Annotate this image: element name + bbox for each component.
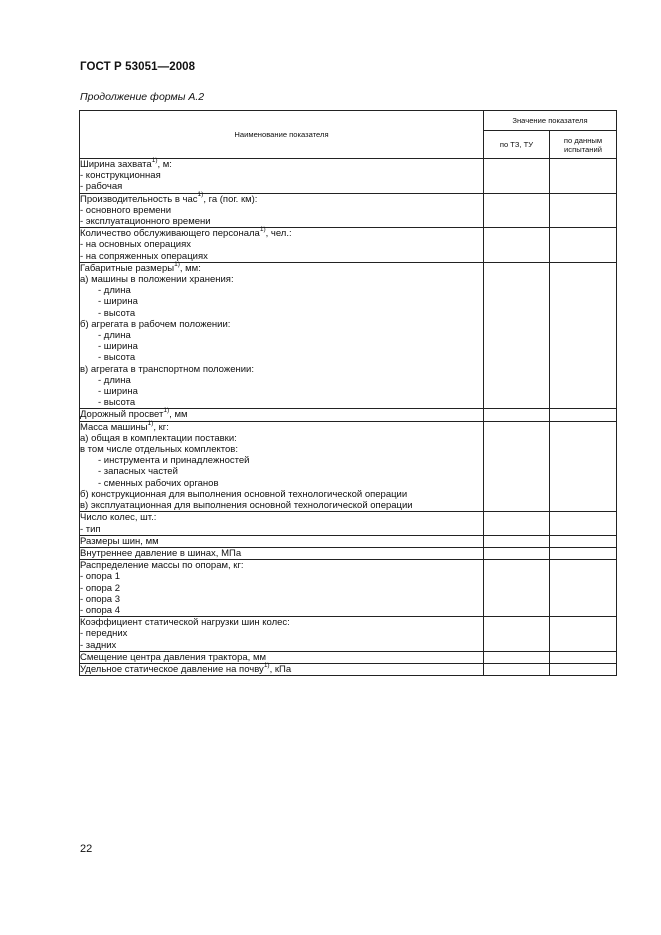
- indicator-text: Распределение массы по опорам, кг:: [80, 560, 244, 572]
- indicator-line: [80, 274, 483, 285]
- indicator-name-cell: [80, 512, 484, 535]
- footnote-marker: 1): [147, 419, 154, 427]
- indicator-text: - длина: [98, 285, 131, 297]
- indicator-line: [80, 583, 483, 594]
- indicator-form-table: [79, 110, 617, 676]
- indicator-line: [80, 239, 483, 250]
- table-row: [80, 663, 617, 675]
- indicator-line: [80, 652, 483, 663]
- indicator-name-cell: [80, 535, 484, 547]
- value-cell-spec[interactable]: [484, 228, 550, 263]
- indicator-text: Удельное статическое давление на почву: [80, 663, 264, 675]
- page-number: 22: [80, 843, 93, 855]
- indicator-text: Размеры шин, мм: [80, 535, 159, 547]
- value-cell-test[interactable]: [550, 663, 617, 675]
- indicator-name-cell: [80, 421, 484, 512]
- indicator-text: Коэффициент статической нагрузки шин колес:: [80, 617, 290, 629]
- indicator-line: [80, 640, 483, 651]
- value-cell-test[interactable]: [550, 421, 617, 512]
- indicator-text: б) конструкционная для выполнения основной технологической операции: [80, 488, 408, 500]
- value-cell-test[interactable]: [550, 535, 617, 547]
- indicator-text: - тип: [80, 523, 101, 535]
- indicator-text: - опора 4: [80, 604, 121, 616]
- value-cell-test[interactable]: [550, 512, 617, 535]
- indicator-line: [80, 352, 483, 363]
- indicator-line: [80, 661, 483, 675]
- value-cell-spec[interactable]: [484, 159, 550, 194]
- table-row: [80, 159, 617, 194]
- indicator-name-cell: [80, 651, 484, 663]
- table-row: [80, 421, 617, 512]
- indicator-line: [80, 605, 483, 616]
- indicator-text: - на сопряженных операциях: [80, 250, 208, 262]
- indicator-line: [80, 341, 483, 352]
- indicator-text: - высота: [98, 307, 136, 319]
- indicator-line: [80, 285, 483, 296]
- value-cell-test[interactable]: [550, 617, 617, 652]
- indicator-text: - задних: [80, 639, 117, 651]
- footnote-marker: 1): [263, 661, 270, 669]
- indicator-text: а) машины в положении хранения:: [80, 274, 234, 286]
- value-cell-test[interactable]: [550, 228, 617, 263]
- indicator-line: [80, 524, 483, 535]
- document-standard-code: ГОСТ Р 53051—2008: [80, 61, 196, 73]
- indicator-name-cell: [80, 547, 484, 559]
- indicator-text: - эксплуатационного времени: [80, 216, 211, 228]
- value-cell-test[interactable]: [550, 193, 617, 228]
- indicator-text: - длина: [98, 374, 131, 386]
- indicator-line: [80, 319, 483, 330]
- value-cell-test[interactable]: [550, 262, 617, 409]
- indicator-text: - опора 1: [80, 571, 121, 583]
- indicator-text: - запасных частей: [98, 466, 178, 478]
- table-row: [80, 193, 617, 228]
- table-row: [80, 617, 617, 652]
- indicator-text: Дорожный просвет: [80, 409, 164, 421]
- indicator-line: [80, 617, 483, 628]
- column-header-spec: по ТЗ, ТУ: [484, 131, 550, 159]
- indicator-text: Габаритные размеры: [80, 262, 175, 274]
- indicator-text: - основного времени: [80, 204, 172, 216]
- indicator-line: [80, 489, 483, 500]
- indicator-line: [80, 478, 483, 489]
- indicator-text: в) агрегата в транспортном положении:: [80, 363, 255, 375]
- table-row: [80, 228, 617, 263]
- indicator-line: [80, 500, 483, 511]
- value-cell-spec[interactable]: [484, 560, 550, 617]
- footnote-marker: 1): [174, 260, 180, 268]
- indicator-unit-text: , кг:: [153, 421, 169, 433]
- indicator-line: [80, 330, 483, 341]
- indicator-text: - ширина: [98, 386, 138, 398]
- indicator-unit-text: , га (пог. км):: [203, 193, 258, 205]
- value-cell-spec[interactable]: [484, 421, 550, 512]
- indicator-line: [80, 216, 483, 227]
- column-header-indicator-name: Наименование показателя: [80, 111, 484, 159]
- indicator-name-cell: [80, 228, 484, 263]
- indicator-line: [80, 571, 483, 582]
- indicator-line: [80, 594, 483, 605]
- indicator-name-cell: [80, 663, 484, 675]
- indicator-line: [80, 156, 483, 170]
- indicator-text: - передних: [80, 628, 128, 640]
- table-row: [80, 535, 617, 547]
- indicator-text: - высота: [98, 352, 136, 364]
- indicator-line: [80, 409, 483, 420]
- indicator-text: - высота: [98, 397, 136, 409]
- indicator-line: [80, 548, 483, 559]
- indicator-line: [80, 628, 483, 639]
- value-cell-test[interactable]: [550, 547, 617, 559]
- indicator-text: в) эксплуатационная для выполнения основной технологической операции: [80, 500, 413, 512]
- indicator-text: - ширина: [98, 296, 138, 308]
- indicator-line: [80, 386, 483, 397]
- footnote-marker: 1): [197, 191, 204, 199]
- indicator-line: [80, 228, 483, 239]
- indicator-text: - длина: [98, 330, 131, 342]
- indicator-text: - сменных рабочих органов: [98, 477, 219, 489]
- indicator-text: а) общая в комплектации поставки:: [80, 432, 237, 444]
- indicator-line: [80, 397, 483, 408]
- table-row: [80, 262, 617, 409]
- indicator-line: [80, 560, 483, 571]
- indicator-text: - на основных операциях: [80, 239, 191, 251]
- indicator-line: [80, 512, 483, 523]
- indicator-name-cell: [80, 262, 484, 409]
- value-cell-spec[interactable]: [484, 651, 550, 663]
- indicator-line: [80, 170, 483, 181]
- value-cell-spec[interactable]: [484, 193, 550, 228]
- indicator-line: [80, 433, 483, 444]
- value-cell-test[interactable]: [550, 159, 617, 194]
- indicator-text: Ширина захвата: [80, 159, 152, 170]
- indicator-line: [80, 308, 483, 319]
- indicator-text: Количество обслуживающего персонала: [80, 228, 260, 240]
- indicator-text: - опора 3: [80, 593, 121, 605]
- indicator-unit-text: , кПа: [269, 663, 292, 675]
- indicator-rows: [80, 156, 617, 676]
- indicator-text: в том числе отдельных комплектов:: [80, 444, 238, 456]
- indicator-line: [80, 191, 483, 205]
- value-cell-test[interactable]: [550, 409, 617, 421]
- indicator-text: Смещение центра давления трактора, мм: [80, 651, 267, 663]
- indicator-text: - конструкционная: [80, 170, 161, 182]
- indicator-unit-text: , чел.:: [265, 228, 292, 240]
- indicator-name-cell: [80, 617, 484, 652]
- column-header-test-data: [550, 131, 617, 159]
- value-cell-spec[interactable]: [484, 617, 550, 652]
- indicator-name-cell: [80, 193, 484, 228]
- indicator-text: - инструмента и принадлежностей: [98, 455, 250, 467]
- indicator-line: [80, 375, 483, 386]
- indicator-text: - ширина: [98, 341, 138, 353]
- footnote-marker: 1): [163, 407, 170, 415]
- value-cell-spec[interactable]: [484, 512, 550, 535]
- value-cell-spec[interactable]: [484, 663, 550, 675]
- table-row: [80, 409, 617, 421]
- indicator-line: [80, 251, 483, 262]
- indicator-name-cell: [80, 560, 484, 617]
- indicator-unit-text: , м:: [157, 159, 172, 170]
- column-header-test-line-1: по данным: [563, 135, 603, 145]
- indicator-text: Число колес, шт.:: [80, 512, 157, 524]
- indicator-line: [80, 444, 483, 455]
- footnote-marker: 1): [259, 226, 266, 234]
- table-row: [80, 547, 617, 559]
- indicator-line: [80, 419, 483, 433]
- indicator-name-cell: [80, 156, 484, 194]
- indicator-name-cell: [80, 409, 484, 421]
- indicator-text: - опора 2: [80, 582, 121, 594]
- indicator-text: б) агрегата в рабочем положении:: [80, 318, 231, 330]
- value-cell-test[interactable]: [550, 560, 617, 617]
- indicator-unit-text: , мм: [169, 409, 188, 421]
- indicator-text: - рабочая: [80, 181, 123, 193]
- indicator-line: [80, 181, 483, 192]
- footnote-marker: 1): [151, 156, 158, 164]
- value-cell-spec[interactable]: [484, 262, 550, 409]
- indicator-line: [80, 466, 483, 477]
- indicator-line: [80, 455, 483, 466]
- value-cell-spec[interactable]: [484, 535, 550, 547]
- column-header-indicator-value: Значение показателя: [484, 111, 617, 131]
- indicator-line: [80, 296, 483, 307]
- indicator-text: Внутреннее давление в шинах, МПа: [80, 547, 242, 559]
- table-row: [80, 512, 617, 535]
- indicator-text: Масса машины: [80, 421, 148, 433]
- table-row: [80, 651, 617, 663]
- value-cell-spec[interactable]: [484, 547, 550, 559]
- form-continuation-caption: Продолжение формы А.2: [80, 91, 205, 103]
- indicator-line: [80, 205, 483, 216]
- indicator-text: Производительность в час: [80, 193, 198, 205]
- indicator-line: [80, 536, 483, 547]
- value-cell-test[interactable]: [550, 651, 617, 663]
- value-cell-spec[interactable]: [484, 409, 550, 421]
- indicator-line: [80, 364, 483, 375]
- column-header-test-line-2: испытаний: [564, 144, 602, 154]
- indicator-line: [80, 260, 483, 274]
- indicator-unit-text: , мм:: [179, 262, 201, 274]
- table-row: [80, 560, 617, 617]
